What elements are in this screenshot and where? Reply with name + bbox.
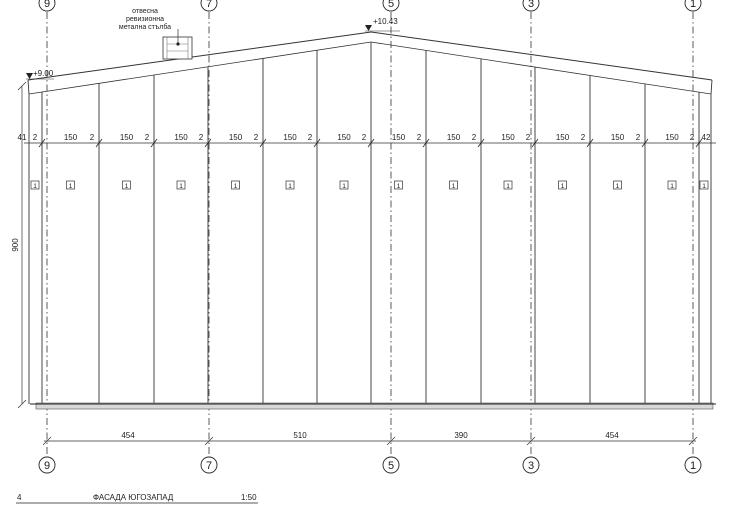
panel-marker [504, 181, 512, 190]
panel-marker [31, 181, 39, 190]
panel-marker [614, 181, 622, 190]
panel-marker [232, 181, 240, 190]
axis-bubble [39, 0, 55, 11]
axis-dimension-labels [121, 431, 619, 440]
axis-label: 1 [689, 0, 697, 10]
svg-text:1: 1 [179, 183, 183, 190]
bottom-axis-bubbles [39, 457, 701, 473]
panel-marker [67, 181, 75, 190]
axis-bubble [383, 457, 399, 473]
panel-width-label: 42 [701, 133, 711, 142]
axis-label: 1 [689, 460, 697, 472]
panel-width-label: 2 [525, 133, 531, 142]
axis-bubble [383, 0, 399, 11]
panel-width-label: 150 [391, 133, 406, 142]
panel-width-label: 150 [228, 133, 243, 142]
panel-width-label: 2 [580, 133, 586, 142]
axis-bubble [39, 457, 55, 473]
roof-ladder [163, 29, 192, 59]
drawing-scale: 1:50 [241, 493, 257, 502]
axis-spacing-label: 454 [605, 431, 619, 440]
eave-elevation-label: +9.00 [33, 69, 54, 78]
svg-text:1: 1 [451, 183, 456, 190]
axis-label: 3 [527, 0, 535, 10]
panel-width-label: 150 [63, 133, 78, 142]
panel-width-label: 2 [416, 133, 422, 142]
panel-marker [395, 181, 403, 190]
axis-label: 5 [387, 0, 395, 10]
annotation-line: ревизионна [125, 16, 165, 23]
axis-bubble [685, 0, 701, 11]
panel-width-label: 2 [361, 133, 367, 142]
panel-marker [286, 181, 294, 190]
panel-width-label: 150 [610, 133, 625, 142]
svg-text:1: 1 [33, 183, 37, 190]
annotation-line: отвесна [132, 8, 158, 15]
panel-width-label: 150 [174, 133, 188, 142]
svg-text:1: 1 [670, 183, 674, 190]
axis-label: 3 [527, 460, 535, 472]
panel-width-label: 2 [635, 133, 641, 142]
panel-width-label: 2 [89, 133, 95, 142]
panel-marker [450, 181, 458, 190]
svg-text:1: 1 [506, 183, 510, 190]
ridge-elevation-label: +10.43 [373, 17, 398, 26]
svg-text:1: 1 [396, 183, 401, 190]
ground-strip [30, 403, 716, 409]
axis-spacing-label: 510 [293, 431, 307, 440]
panel-width-label: 2 [32, 133, 38, 142]
svg-text:1: 1 [560, 183, 565, 190]
annotation-line: метална стълба [118, 24, 172, 31]
panel-width-label: 150 [501, 133, 515, 142]
roof [28, 32, 712, 94]
axis-bubble [201, 0, 217, 11]
panel-marker [123, 181, 131, 190]
title-block [16, 493, 258, 503]
axis-spacing-label: 390 [454, 431, 468, 440]
grid-axis-lines [47, 12, 693, 468]
panel-marker [177, 181, 185, 190]
ladder-annotation [119, 8, 171, 31]
axis-label: 9 [43, 460, 51, 472]
panel-seams [42, 42, 699, 404]
axis-label: 9 [43, 0, 51, 10]
drawing-title: ФАСАДА ЮГОЗАПАД [93, 493, 174, 502]
svg-text:1: 1 [68, 183, 73, 190]
panel-width-label: 2 [307, 133, 313, 142]
panel-width-label: 2 [144, 133, 150, 142]
svg-text:1: 1 [233, 183, 238, 190]
elevation-eave [26, 69, 54, 79]
panel-width-label: 2 [253, 133, 259, 142]
panel-width-label: 150 [665, 133, 679, 142]
panel-marker [700, 181, 708, 190]
panel-marker [668, 181, 676, 190]
axis-label: 5 [387, 460, 395, 472]
svg-text:1: 1 [288, 183, 292, 190]
panel-width-label: 2 [689, 133, 695, 142]
elevation-ridge [365, 17, 400, 31]
svg-text:1: 1 [124, 183, 129, 190]
axis-label: 7 [205, 0, 213, 10]
panel-width-label: 150 [119, 133, 134, 142]
panel-width-label: 2 [471, 133, 477, 142]
panel-width-label: 2 [198, 133, 204, 142]
panel-marker [559, 181, 567, 190]
svg-text:1: 1 [615, 183, 620, 190]
axis-bubble [685, 457, 701, 473]
height-dimension-label: 900 [11, 238, 20, 252]
axis-spacing-label: 454 [121, 431, 135, 440]
panel-width-dimensions [18, 133, 711, 147]
panel-marker [340, 181, 348, 190]
panel-width-label: 41 [17, 133, 27, 142]
axis-label: 7 [205, 460, 213, 472]
svg-text:1: 1 [702, 183, 706, 190]
panel-width-label: 150 [337, 133, 351, 142]
panel-width-label: 150 [446, 133, 461, 142]
svg-text:1: 1 [342, 183, 346, 190]
drawing-number: 4 [17, 493, 22, 502]
axis-bubble [201, 457, 217, 473]
axis-bubble [523, 457, 539, 473]
axis-bubble [523, 0, 539, 11]
panel-width-label: 150 [283, 133, 297, 142]
panel-width-label: 150 [555, 133, 570, 142]
panel-markers [31, 181, 708, 190]
axis-dimension-line [43, 437, 697, 445]
